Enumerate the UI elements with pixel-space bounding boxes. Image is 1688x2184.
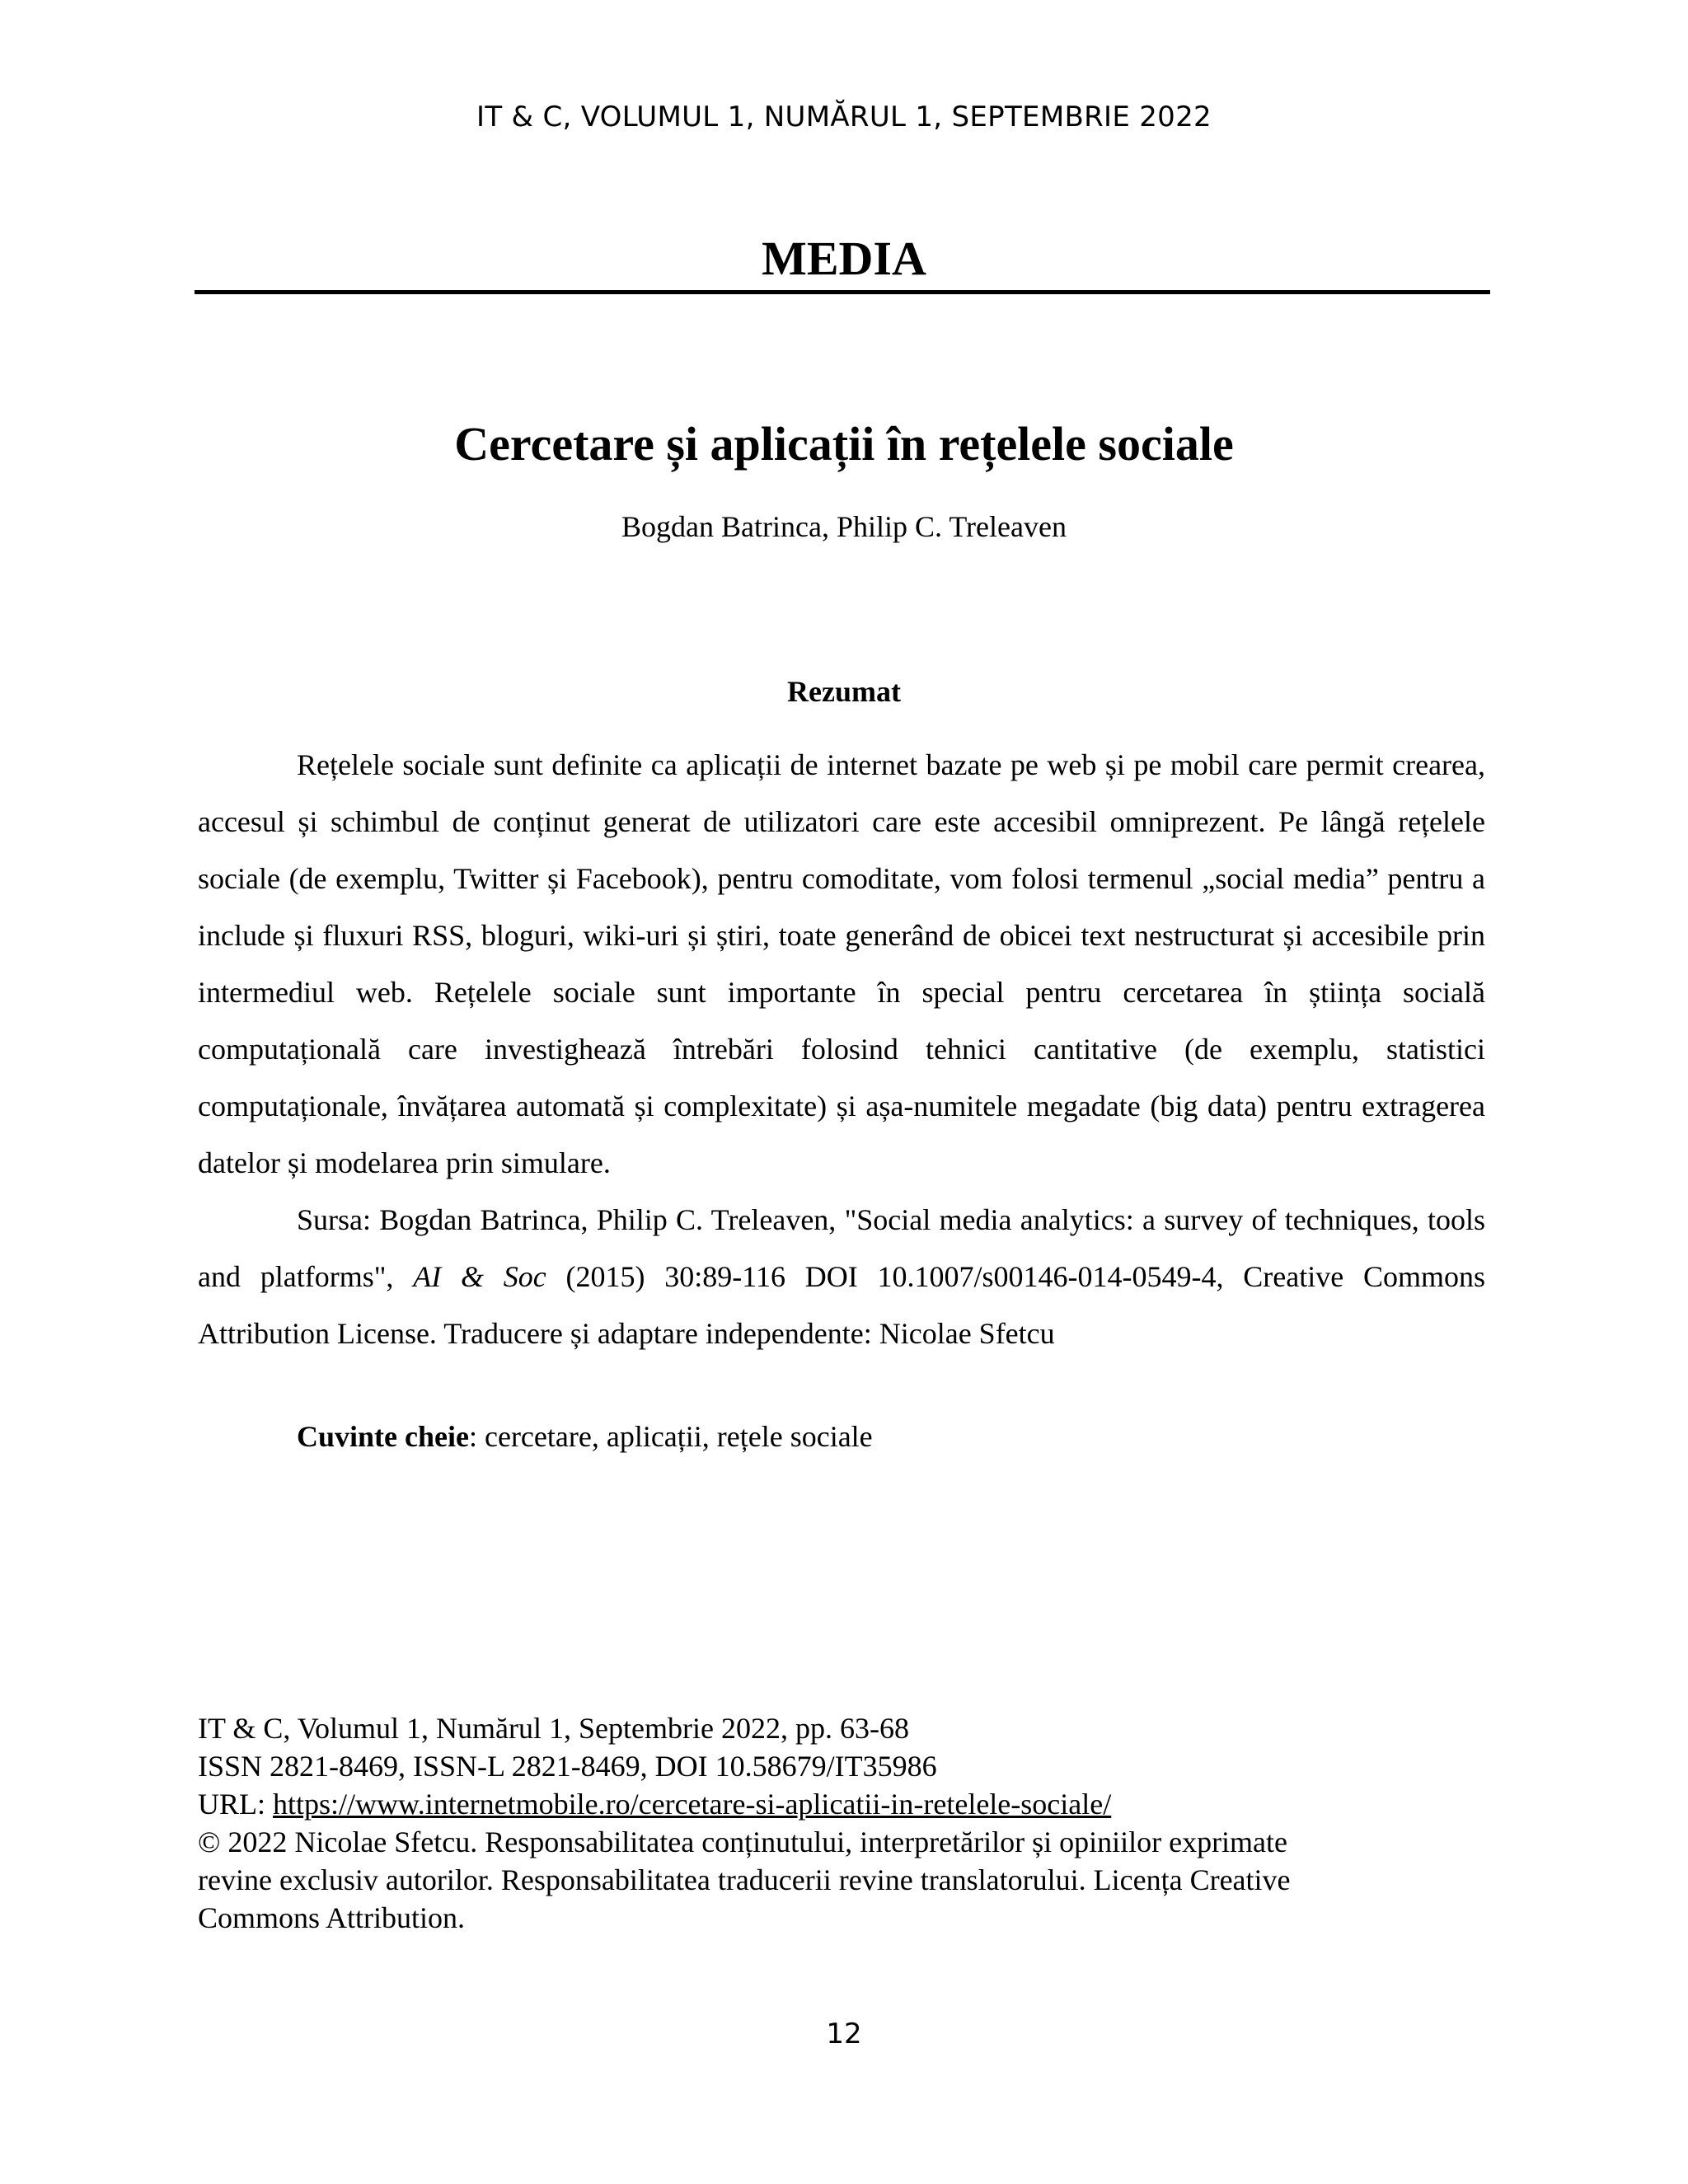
section-divider [195, 290, 1490, 294]
footer-copyright-1: © 2022 Nicolae Sfetcu. Responsabilitatea conținutului, interpretărilor și opiniilor exprimate [198, 1825, 1288, 1858]
publication-footer [198, 1709, 1485, 1937]
article-authors: Bogdan Batrinca, Philip C. Treleaven [621, 510, 1067, 543]
footer-url-link[interactable]: https://www.internetmobile.ro/cercetare-si-aplicatii-in-retelele-sociale/ [273, 1788, 1112, 1821]
footer-url-line [198, 1785, 1485, 1823]
footer-copyright-2: revine exclusiv autorilor. Responsabilitatea traducerii revine translatorului. Licența Creative [198, 1863, 1291, 1896]
source-prefix: Sursa: Bogdan Batrinca, Philip C. Treleaven, "Social media analytics: a survey of techniques, tools and platforms", [198, 1203, 1485, 1293]
section-title: MEDIA [762, 232, 926, 285]
source-suffix: (2015) 30:89-116 DOI 10.1007/s00146-014-0549-4, Creative Commons Attribution License. Traducere și adaptare independente: Nicolae Sfetcu [198, 1260, 1485, 1350]
source-journal: AI & Soc [413, 1260, 546, 1293]
running-header: IT & C, VOLUMUL 1, NUMĂRUL 1, SEPTEMBRIE 2022 [476, 101, 1212, 134]
abstract-heading: Rezumat [787, 675, 901, 708]
page-number: 12 [826, 2018, 862, 2050]
footer-url-label: URL: [198, 1788, 274, 1821]
source-citation [198, 1192, 1485, 1362]
keywords-label: Cuvinte cheie [297, 1420, 469, 1453]
footer-issn: ISSN 2821-8469, ISSN-L 2821-8469, DOI 10.58679/IT35986 [198, 1750, 937, 1783]
article-title: Cercetare și aplicații în rețelele sociale [454, 417, 1234, 471]
keywords-values: cercetare, aplicații, rețele sociale [484, 1420, 873, 1453]
keywords-separator: : [468, 1420, 485, 1453]
keywords [297, 1419, 873, 1454]
abstract-text: Rețelele sociale sunt definite ca aplicații de internet bazate pe web și pe mobil care permit crearea, accesul și schimbul de conținut generat de utilizatori care este accesibil omniprezent. Pe lângă rețelele sociale (de exemplu, Twitter și Facebook), pentru comoditate, vom folosi termenul „social media” pentru a include și fluxuri RSS, bloguri, wiki-uri și știri, toate generând de obicei text nestructurat și accesibile prin intermediul web. Rețelele sociale sunt importante în special pentru cercetarea în știința socială computațională care investighează întrebări folosind tehnici cantitative (de exemplu, statistici computaționale, învățarea automată și complexitate) și așa-numitele megadate (big data) pentru extragerea datelor și modelarea prin simulare. [198, 748, 1485, 1179]
footer-copyright-3: Commons Attribution. [198, 1901, 466, 1934]
footer-citation: IT & C, Volumul 1, Numărul 1, Septembrie 2022, pp. 63-68 [198, 1712, 909, 1745]
